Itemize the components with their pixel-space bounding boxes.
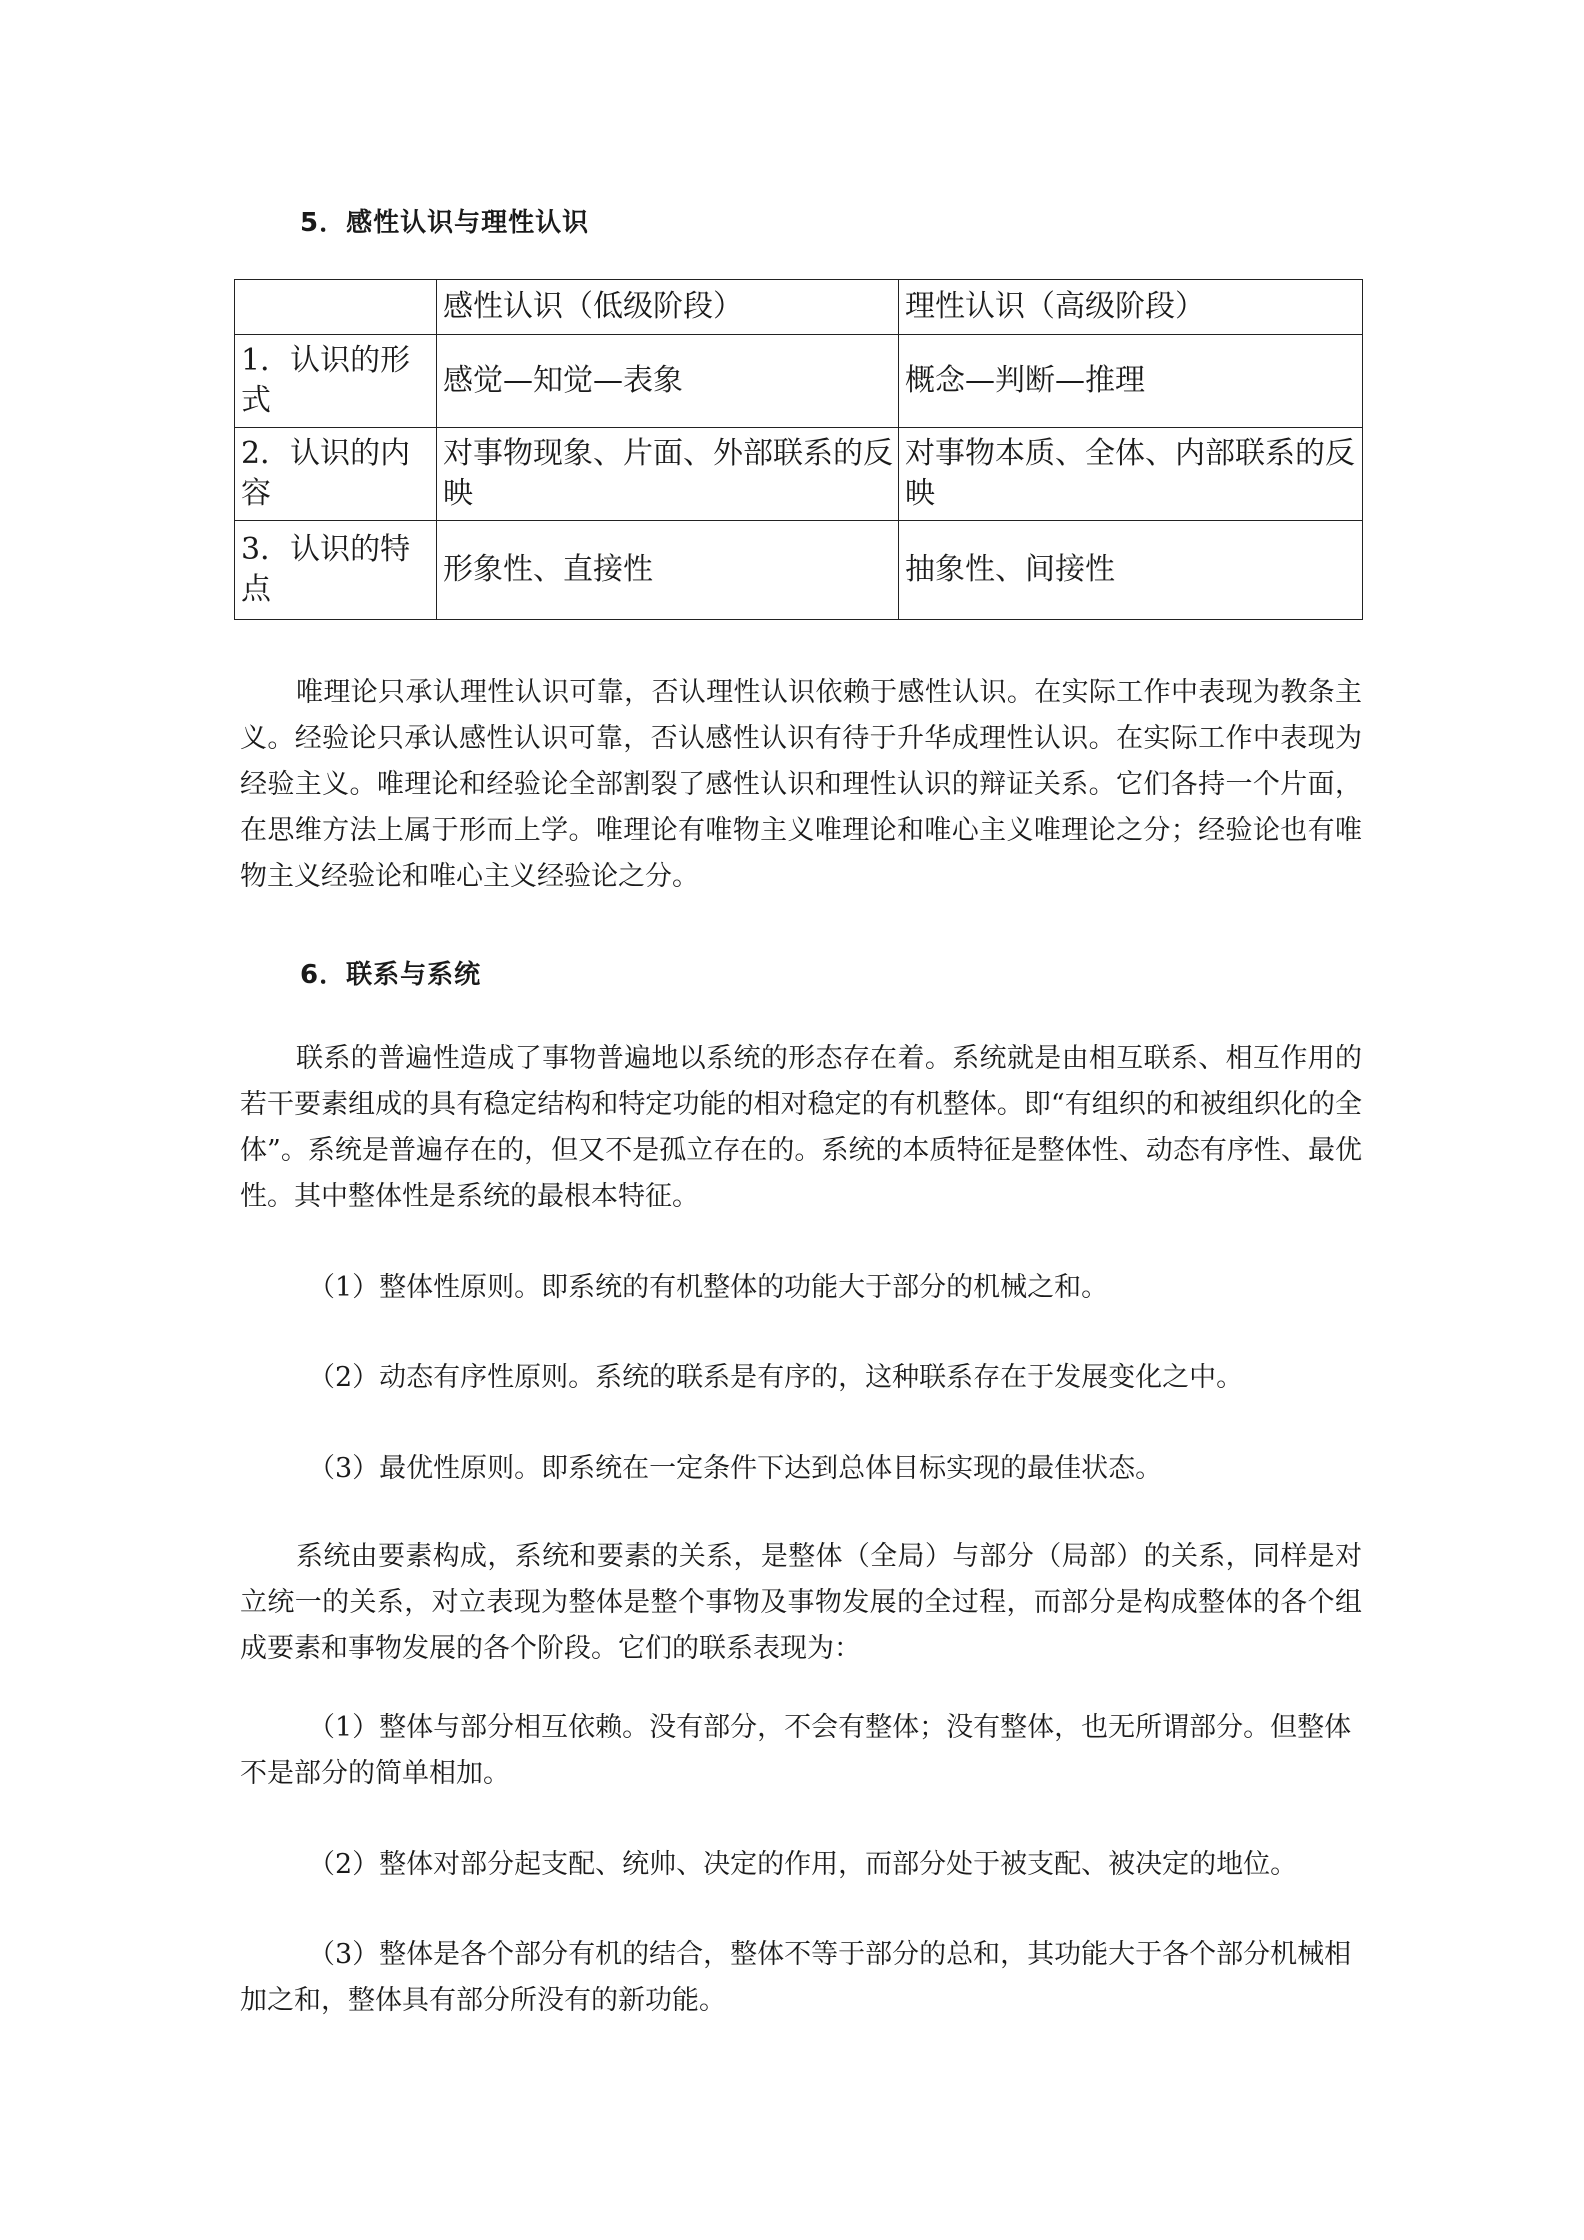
section-6-heading: 6．联系与系统 — [300, 960, 482, 990]
system-intro-paragraph: 联系的普遍性造成了事物普遍地以系统的形态存在着。系统就是由相互联系、相互作用的若干要素组成的具有稳定结构和特定功能的相对稳定的有机整体。即“有组织的和被组织化的全体”。系统是普遍存在的，但又不是孤立存在的。系统的本质特征是整体性、动态有序性、最优性。其中整体性是系统的最根本特征。 — [240, 1043, 1362, 1212]
table-row — [235, 428, 1363, 521]
relation-item: （2）整体对部分起支配、统帅、决定的作用，而部分处于被支配、被决定的地位。 — [308, 1849, 1298, 1880]
table-header-cell: 理性认识（高级阶段） — [899, 280, 1363, 335]
table-header-cell: 感性认识（低级阶段） — [437, 280, 899, 335]
section-5-heading: 5．感性认识与理性认识 — [300, 208, 590, 238]
rationalism-empiricism-paragraph: 唯理论只承认理性认识可靠，否认理性认识依赖于感性认识。在实际工作中表现为教条主义。经验论只承认感性认识可靠，否认感性认识有待于升华成理性认识。在实际工作中表现为经验主义。唯理论和经验论全部割裂了感性认识和理性认识的辩证关系。它们各持一个片面，在思维方法上属于形而上学。唯理论有唯物主义唯理论和唯心主义唯理论之分；经验论也有唯物主义经验论和唯心主义经验论之分。 — [240, 677, 1362, 892]
table-cell: 抽象性、间接性 — [899, 521, 1363, 620]
table-cell: 对事物本质、全体、内部联系的反映 — [899, 428, 1363, 521]
table-header-row — [235, 280, 1363, 335]
principle-item: （1）整体性原则。即系统的有机整体的功能大于部分的机械之和。 — [308, 1272, 1109, 1303]
table-row — [235, 521, 1363, 620]
table-cell: 感觉—知觉—表象 — [437, 335, 899, 428]
relation-item: （3）整体是各个部分有机的结合，整体不等于部分的总和，其功能大于各个部分机械相加之和，整体具有部分所没有的新功能。 — [240, 1939, 1352, 2016]
table-cell: 1．认识的形式 — [235, 335, 437, 428]
table-row — [235, 335, 1363, 428]
table-cell: 形象性、直接性 — [437, 521, 899, 620]
table-cell: 3．认识的特点 — [235, 521, 437, 620]
table-cell: 对事物现象、片面、外部联系的反映 — [437, 428, 899, 521]
table-cell: 概念—判断—推理 — [899, 335, 1363, 428]
comparison-table — [234, 279, 1363, 620]
relation-item: （1）整体与部分相互依赖。没有部分，不会有整体；没有整体，也无所谓部分。但整体不是部分的简单相加。 — [240, 1712, 1352, 1789]
principle-item: （3）最优性原则。即系统在一定条件下达到总体目标实现的最佳状态。 — [308, 1453, 1163, 1484]
table-cell: 2．认识的内容 — [235, 428, 437, 521]
system-element-paragraph: 系统由要素构成，系统和要素的关系，是整体（全局）与部分（局部）的关系，同样是对立统一的关系，对立表现为整体是整个事物及事物发展的全过程，而部分是构成整体的各个组成要素和事物发展的各个阶段。它们的联系表现为： — [240, 1541, 1362, 1664]
principle-item: （2）动态有序性原则。系统的联系是有序的，这种联系存在于发展变化之中。 — [308, 1362, 1244, 1393]
table-header-cell — [235, 280, 437, 335]
